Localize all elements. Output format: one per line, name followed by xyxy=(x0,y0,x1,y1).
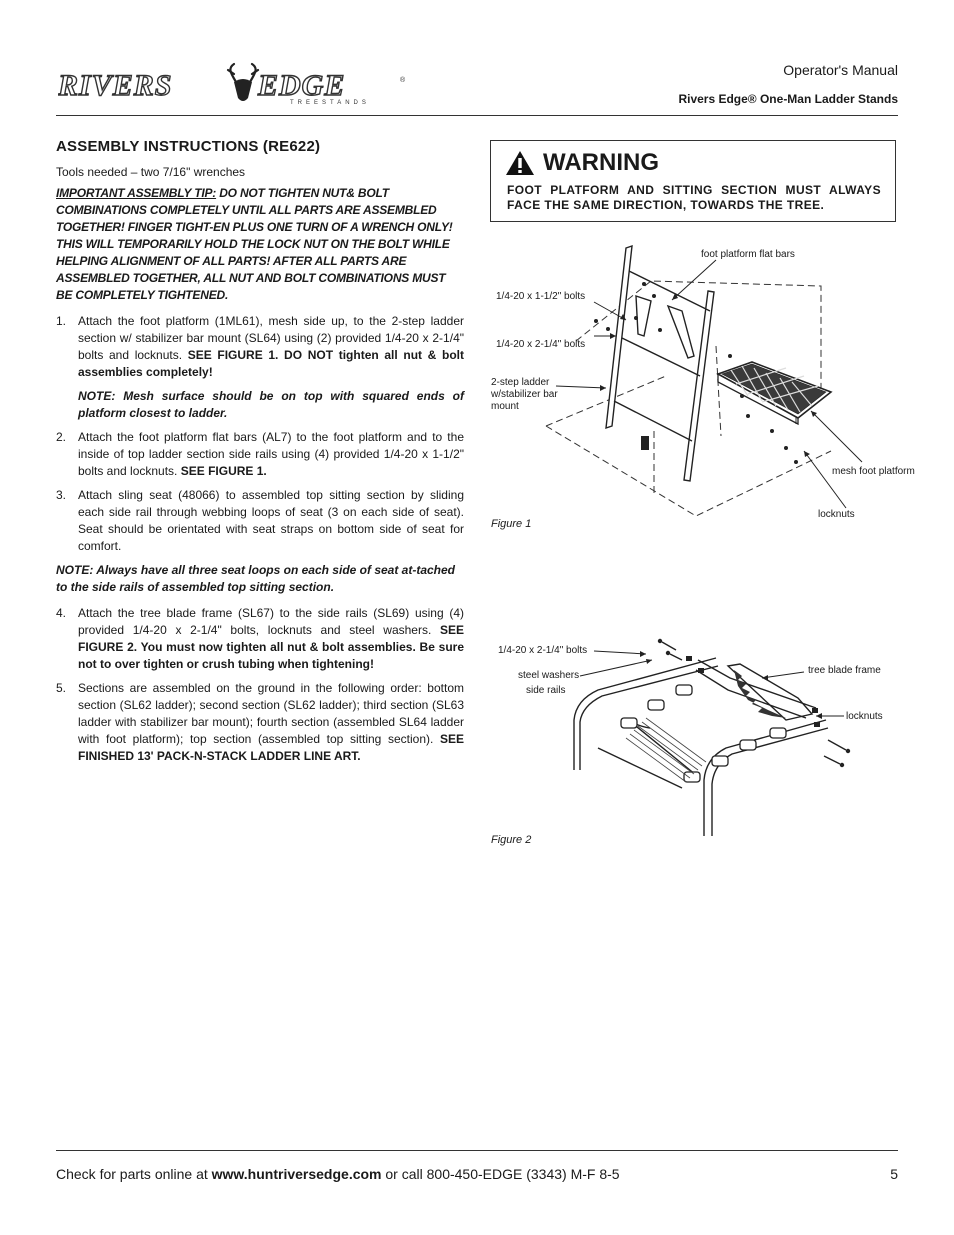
step-number: 4. xyxy=(56,606,67,620)
step-bold: SEE FINISHED 13' PACK-N-STACK LADDER LINE ART. xyxy=(78,732,464,763)
svg-text:TREESTANDS: TREESTANDS xyxy=(290,100,370,106)
footer-suffix: or call 800-450-EDGE (3343) M-F 8-5 xyxy=(381,1166,620,1182)
step-number: 5. xyxy=(56,681,67,695)
assembly-instructions xyxy=(56,138,464,772)
parts-link[interactable]: www.huntriversedge.com xyxy=(211,1166,382,1182)
tools-needed: Tools needed – two 7/16" wrenches xyxy=(56,165,246,179)
label-bolts-short: 1/4-20 x 1-1/2" bolts xyxy=(496,291,586,302)
svg-text:EDGE: EDGE xyxy=(258,69,346,102)
footer-prefix: Check for parts online at xyxy=(56,1166,212,1182)
step-text: Attach sling seat (48066) to assembled top sitting section by sliding each side rail through webbing loops of seat (3 on each side of seat). Seat should be orientated with seat straps on bottom side of seat for comfort. xyxy=(78,488,464,553)
manual-title: Operator's Manual xyxy=(783,62,898,78)
tip-text: DO NOT TIGHTEN NUT& BOLT COMBINATIONS COMPLETELY UNTIL ALL PARTS ARE ASSEMBLED TOGETHER! FINGER TIGHT-EN PLUS ONE TURN OF A WRENCH ONLY! THIS WILL TEMPORARILY HOLD THE LOCK NUT ON THE BOLT WHILE HELPING ALIGNMENT OF ALL PARTS! AFTER ALL PARTS ARE ASSEMBLED TOGETHER, ALL NUT AND BOLT COMBINATIONS MUST BE COMPLETELY TIGHTENED. xyxy=(56,186,453,302)
step-bold: SEE FIGURE 1. xyxy=(180,464,267,478)
label-locknuts: locknuts xyxy=(818,509,855,520)
label-flat-bars: foot platform flat bars xyxy=(701,249,795,260)
warning-text: FOOT PLATFORM AND SITTING SECTION MUST ALWAYS FACE THE SAME DIRECTION, TOWARDS THE TREE. xyxy=(507,183,881,212)
step-text: Attach the tree blade frame (SL67) to the side rails (SL69) using (4) provided 1/4-20 x 2-1/4" bolts, locknuts and steel washers. xyxy=(78,606,464,637)
figure-1-caption: Figure 1 xyxy=(491,518,532,530)
assembly-tip xyxy=(56,185,464,304)
label-ladder: 2-step ladder w/stabilizer bar mount xyxy=(491,377,558,412)
step-2 xyxy=(56,429,464,480)
step-number: 2. xyxy=(56,430,67,444)
step-text: Attach the foot platform (1ML61), mesh side up, to the 2-step ladder section w/ stabilizer bar mount (SL64) using (2) provided 1/4-20 x 2-1/4" bolts and locknuts. xyxy=(78,314,464,362)
step-bold: SEE FIGURE 1. DO NOT tighten all nut & bolt assemblies completely! xyxy=(78,348,464,379)
figure-2-drawing xyxy=(486,630,906,852)
step-number: 3. xyxy=(56,488,67,502)
step-1 xyxy=(56,313,464,422)
label-bolts-long: 1/4-20 x 2-1/4" bolts xyxy=(496,339,586,350)
label-mesh-platform: mesh foot platform xyxy=(832,466,915,477)
figure-2 xyxy=(486,630,906,852)
label-bolts: 1/4-20 x 2-1/4" bolts xyxy=(498,645,588,656)
step-note: NOTE: Mesh surface should be on top with squared ends of platform closest to ladder. xyxy=(78,389,464,420)
step-text: Sections are assembled on the ground in the following order: bottom section (SL62 ladder); second section (SL62 ladder); third section (SL63 ladder with stabilizer bar mount); fourth section (assembled SL64 ladder with foot platform); top section (assembled top sitting section). xyxy=(78,681,464,746)
label-blade-frame: tree blade frame xyxy=(808,665,881,676)
tip-label: IMPORTANT ASSEMBLY TIP: xyxy=(56,186,217,200)
warning-box xyxy=(490,140,896,222)
step-5 xyxy=(56,680,464,765)
svg-text:RIVERS: RIVERS xyxy=(58,69,173,102)
figure-2-caption: Figure 2 xyxy=(491,834,532,846)
manual-subtitle: Rivers Edge® One-Man Ladder Stands xyxy=(678,92,898,106)
label-locknuts-2: locknuts xyxy=(846,711,883,722)
svg-text:®: ® xyxy=(400,77,406,84)
rivers-edge-logo xyxy=(58,62,413,106)
page-number: 5 xyxy=(890,1166,898,1182)
section-title: ASSEMBLY INSTRUCTIONS (RE622) xyxy=(56,138,321,155)
label-side-rails: side rails xyxy=(526,685,566,696)
figure-1 xyxy=(486,236,926,536)
step-3 xyxy=(56,487,464,555)
label-washers: steel washers xyxy=(518,670,580,681)
seat-loop-note: NOTE: Always have all three seat loops on each side of seat at-tached to the side rails of assembled top sitting section. xyxy=(56,563,456,594)
step-number: 1. xyxy=(56,314,67,328)
footer-text xyxy=(56,1166,620,1182)
warning-triangle-icon xyxy=(505,150,535,176)
footer-divider xyxy=(56,1150,898,1151)
warning-title: WARNING xyxy=(543,149,659,176)
header-divider xyxy=(56,115,898,116)
step-text: Attach the foot platform flat bars (AL7) to the foot platform and to the inside of top ladder section side rails using (4) provided 1/4-20 x 1-1/2" bolts and locknuts. xyxy=(78,430,464,478)
step-bold: SEE FIGURE 2. You must now tighten all nut & bolt assemblies. Be sure not to over tighten or crush tubing when tightening! xyxy=(78,623,464,671)
step-4 xyxy=(56,605,464,673)
